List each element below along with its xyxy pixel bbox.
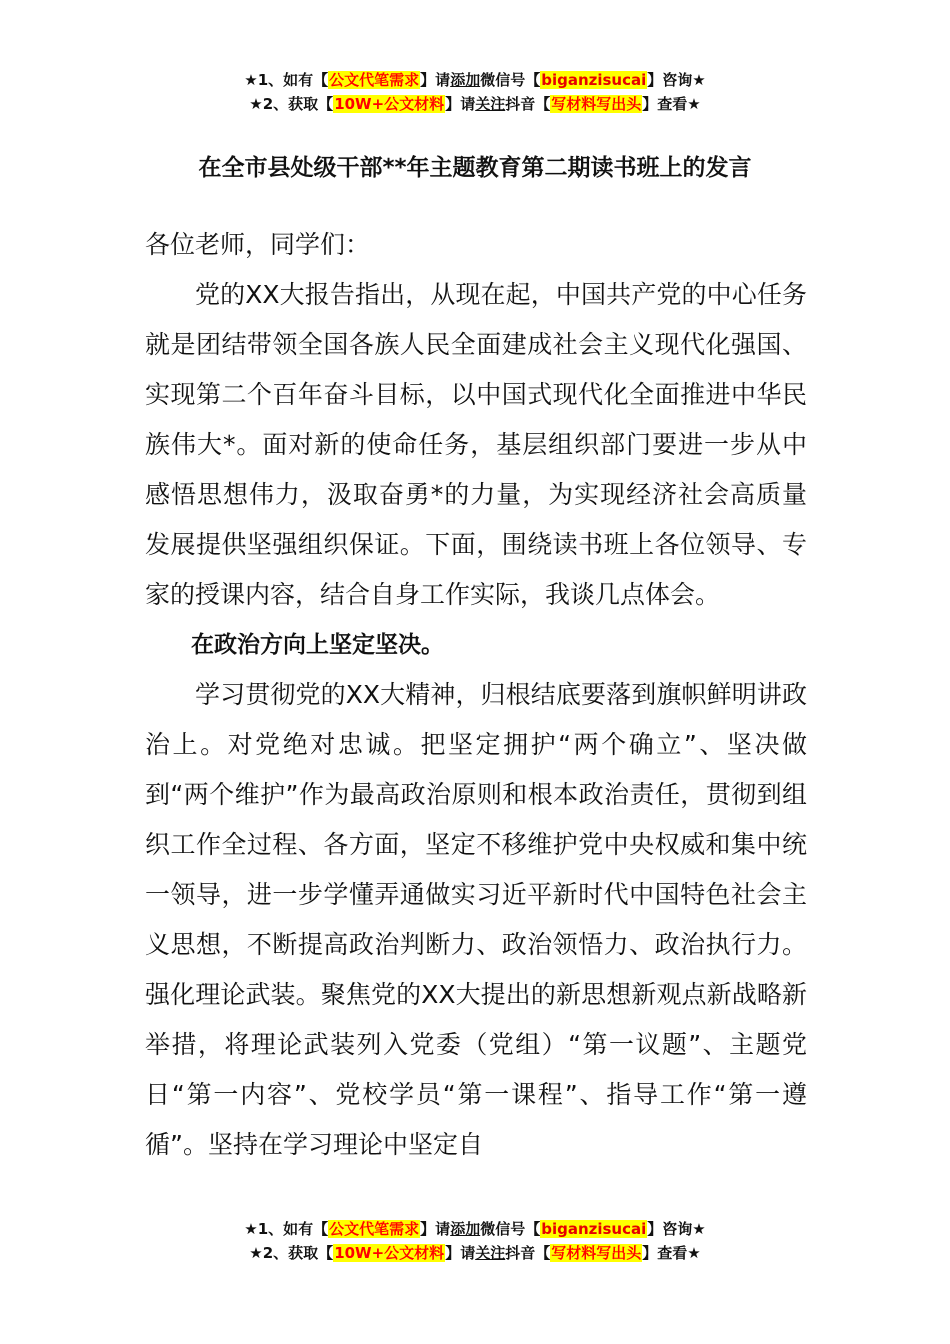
banner-text: 】查看★ xyxy=(642,95,701,113)
banner-text: 】请 xyxy=(445,1244,476,1262)
banner-text: 微信号【 xyxy=(480,1220,541,1238)
banner-text: 】查看★ xyxy=(642,1244,701,1262)
banner-line-2 xyxy=(0,1241,950,1265)
banner-text: ★1、如有【 xyxy=(244,71,329,89)
banner-underlined-text: 关注 xyxy=(475,95,506,113)
banner-underlined-text: 添加 xyxy=(450,71,481,89)
highlight-materials: 10W+公文材料 xyxy=(334,1244,445,1262)
highlight-douyin-account: 写材料写出头 xyxy=(551,1244,642,1262)
banner-text: 】请 xyxy=(445,95,476,113)
footer-banner xyxy=(0,1217,950,1265)
banner-text: 】咨询★ xyxy=(647,71,706,89)
highlight-service: 公文代笔需求 xyxy=(329,1220,420,1238)
highlight-wechat-id: biganzisucai xyxy=(541,71,647,89)
paragraph-intro: 党的XX大报告指出，从现在起，中国共产党的中心任务就是团结带领全国各族人民全面建成社会主义现代化强国、实现第二个百年奋斗目标，以中国式现代化全面推进中华民族伟大*。面对新的使命任务，基层组织部门要进一步从中感悟思想伟力，汲取奋勇*的力量，为实现经济社会高质量发展提供坚强组织保证。下面，围绕读书班上各位领导、专家的授课内容，结合自身工作实际，我谈几点体会。 xyxy=(145,280,807,609)
banner-text: ★2、获取【 xyxy=(249,95,334,113)
banner-text: 】咨询★ xyxy=(647,1220,706,1238)
highlight-douyin-account: 写材料写出头 xyxy=(551,95,642,113)
document-body xyxy=(145,220,807,1170)
banner-underlined-text: 关注 xyxy=(475,1244,506,1262)
banner-text: ★2、获取【 xyxy=(249,1244,334,1262)
banner-text: 抖音【 xyxy=(505,95,551,113)
highlight-wechat-id: biganzisucai xyxy=(541,1220,647,1238)
banner-line-1 xyxy=(0,68,950,92)
document-title: 在全市县处级干部**年主题教育第二期读书班上的发言 xyxy=(198,155,752,181)
highlight-service: 公文代笔需求 xyxy=(329,71,420,89)
paragraph-political: 学习贯彻党的XX大精神，归根结底要落到旗帜鲜明讲政治上。对党绝对忠诚。把坚定拥护“两个确立”、坚决做到“两个维护”作为最高政治原则和根本政治责任，贯彻到组织工作全过程、各方面，坚定不移维护党中央权威和集中统一领导，进一步学懂弄通做实习近平新时代中国特色社会主义思想，不断提高政治判断力、政治领悟力、政治执行力。强化理论武装。聚焦党的XX大提出的新思想新观点新战略新举措，将理论武装列入党委（党组）“第一议题”、主题党日“第一内容”、党校学员“第一课程”、指导工作“第一遵循”。坚持在学习理论中坚定自 xyxy=(145,680,807,1159)
highlight-materials: 10W+公文材料 xyxy=(334,95,445,113)
banner-underlined-text: 添加 xyxy=(450,1220,481,1238)
header-banner xyxy=(0,68,950,116)
banner-text: ★1、如有【 xyxy=(244,1220,329,1238)
banner-text: 】请 xyxy=(420,71,451,89)
banner-text: 抖音【 xyxy=(505,1244,551,1262)
section-heading: 在政治方向上坚定坚决。 xyxy=(191,632,444,658)
banner-line-1 xyxy=(0,1217,950,1241)
banner-text: 】请 xyxy=(420,1220,451,1238)
salutation: 各位老师，同学们： xyxy=(145,230,371,259)
banner-text: 微信号【 xyxy=(480,71,541,89)
banner-line-2 xyxy=(0,92,950,116)
